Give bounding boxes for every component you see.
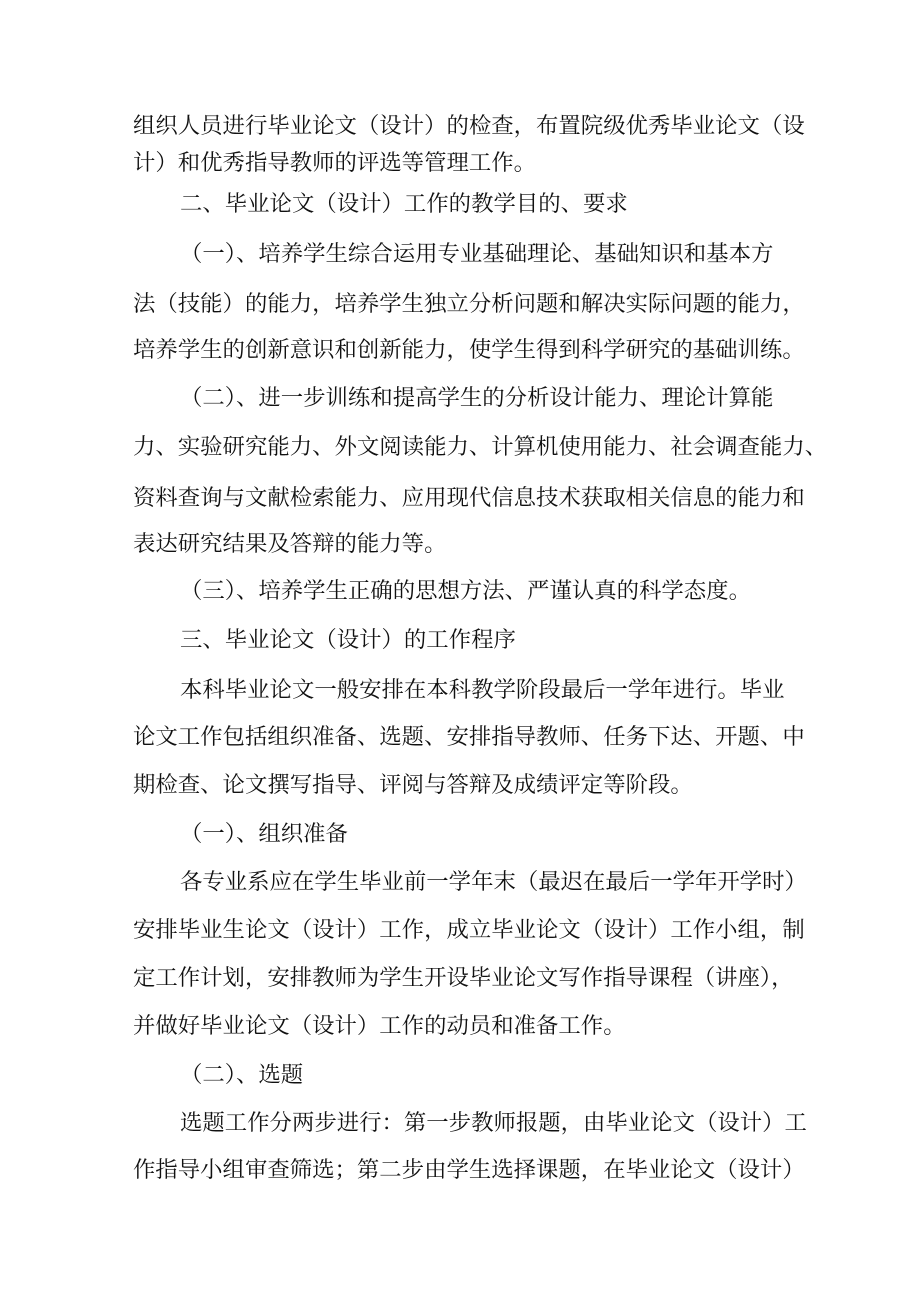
body-text-line: 论文工作包括组织准备、选题、安排指导教师、任务下达、开题、中 [133,724,805,750]
body-text-line: 力、实验研究能力、外文阅读能力、计算机使用能力、社会调查能力、 [133,434,828,460]
body-text-line: 作指导小组审查筛选；第二步由学生选择课题，在毕业论文（设计） [133,1157,805,1183]
body-text-line: （三）、培养学生正确的思想方法、严谨认真的科学态度。 [180,578,751,604]
body-text-line: 本科毕业论文一般安排在本科教学阶段最后一学年进行。毕业 [180,677,785,703]
body-text-line: 法（技能）的能力，培养学生独立分析问题和解决实际问题的能力， [133,291,805,317]
body-text-line: 培养学生的创新意识和创新能力，使学生得到科学研究的基础训练。 [133,337,805,363]
body-text-line: 定工作计划，安排教师为学生开设毕业论文写作指导课程（讲座）， [133,965,794,991]
body-text-line: 组织人员进行毕业论文（设计）的检查，布置院级优秀毕业论文（设 [133,113,805,139]
subsection-heading: （一）、组织准备 [180,821,348,847]
body-text-line: 各专业系应在学生毕业前一学年末（最迟在最后一学年开学时） [180,869,807,895]
body-text-line: 安排毕业生论文（设计）工作，成立毕业论文（设计）工作小组，制 [133,917,805,943]
body-text-line: 资料查询与文献检索能力、应用现代信息技术获取相关信息的能力和 [133,485,805,511]
section-heading: 三、毕业论文（设计）的工作程序 [180,627,516,653]
section-heading: 二、毕业论文（设计）工作的教学目的、要求 [180,191,628,217]
body-text-line: 表达研究结果及答辩的能力等。 [133,531,447,557]
body-text-line: 选题工作分两步进行：第一步教师报题，由毕业论文（设计）工 [180,1110,807,1136]
body-text-line: （二）、进一步训练和提高学生的分析设计能力、理论计算能 [180,385,774,411]
subsection-heading: （二）、选题 [180,1062,304,1088]
body-text-line: 计）和优秀指导教师的评选等管理工作。 [133,150,537,176]
body-text-line: 并做好毕业论文（设计）工作的动员和准备工作。 [133,1013,626,1039]
body-text-line: （一）、培养学生综合运用专业基础理论、基础知识和基本方 [180,241,774,267]
body-text-line: 期检查、论文撰写指导、评阅与答辩及成绩评定等阶段。 [133,772,693,798]
